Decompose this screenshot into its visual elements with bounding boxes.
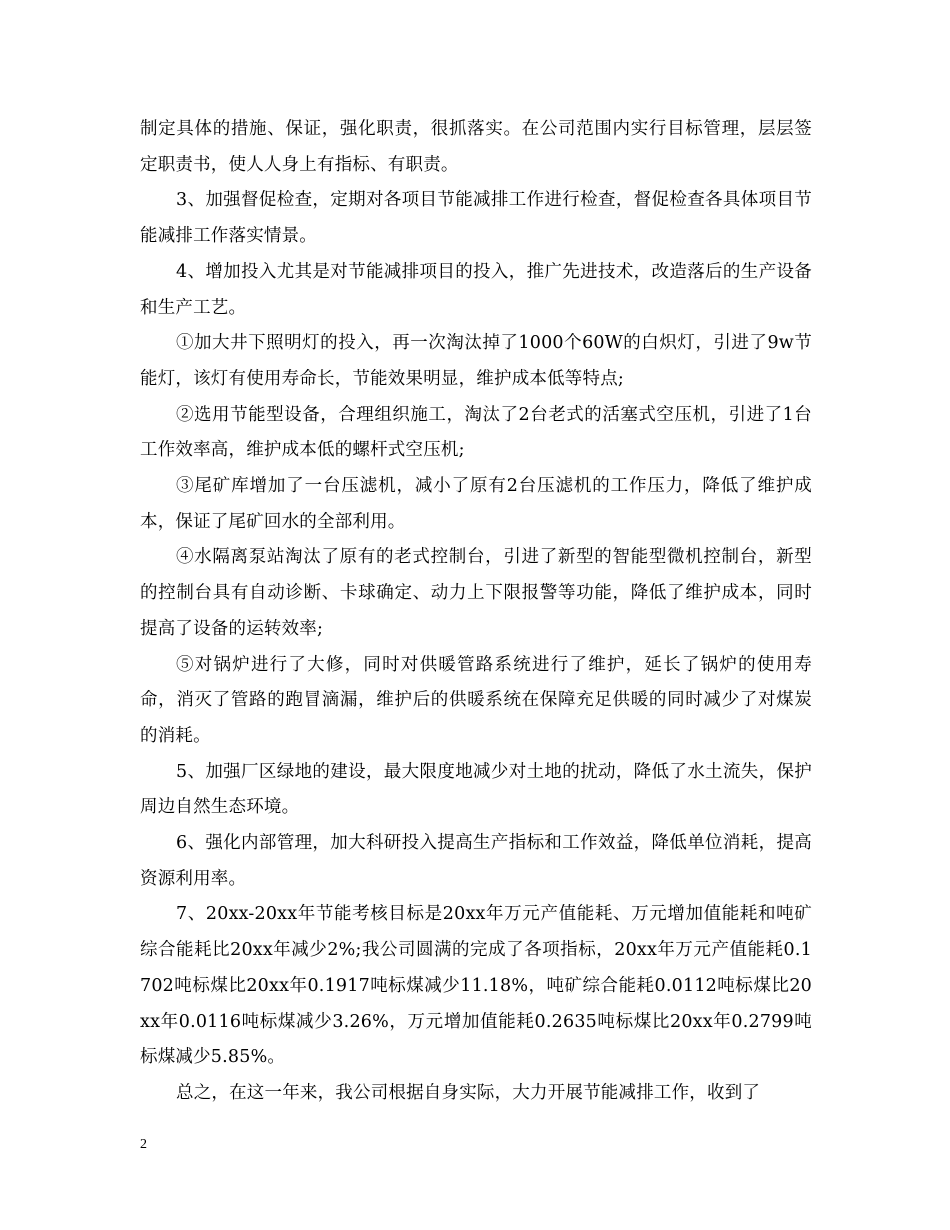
paragraph-subitem-2: ②选用节能型设备，合理组织施工，淘汰了2台老式的活塞式空压机，引进了1台工作效率高，维护成本低的螺杆式空压机;: [140, 404, 812, 461]
paragraph-subitem-3: ③尾矿库增加了一台压滤机，减小了原有2台压滤机的工作压力，降低了维护成本，保证了尾矿回水的全部利用。: [140, 476, 812, 532]
paragraph-item-5: 5、加强厂区绿地的建设，最大限度地减少对土地的扰动，降低了水土流失，保护周边自然生态环境。: [140, 761, 812, 818]
paragraph-item-7: 7、20xx-20xx年节能考核目标是20xx年万元产值能耗、万元增加值能耗和吨矿综合能耗比20xx年减少2%;我公司圆满的完成了各项指标，20xx年万元产值能耗0.1702吨标煤比20xx年0.1917吨标煤减少11.18%，吨矿综合能耗0.0112吨标煤比20xx年0.0116吨标煤减少3.26%，万元增加值能耗0.2635吨标煤比20xx年0.2799吨标煤减少5.85%。: [140, 904, 812, 1068]
paragraph-continuation: 制定具体的措施、保证，强化职责，很抓落实。在公司范围内实行目标管理，层层签定职责书，使人人身上有指标、有职责。: [140, 119, 812, 175]
paragraph-item-6: 6、强化内部管理，加大科研投入提高生产指标和工作效益，降低单位消耗，提高资源利用率。: [140, 833, 812, 889]
paragraph-subitem-5: ⑤对锅炉进行了大修，同时对供暖管路系统进行了维护，延长了锅炉的使用寿命，消灭了管路的跑冒滴漏，维护后的供暖系统在保障充足供暖的同时减少了对煤炭的消耗。: [140, 654, 812, 746]
body-text: [140, 112, 812, 1112]
paragraph-conclusion: 总之，在这一年来，我公司根据自身实际，大力开展节能减排工作，收到了: [176, 1082, 761, 1103]
paragraph-subitem-1: ①加大井下照明灯的投入，再一次淘汰掉了1000个60W的白炽灯，引进了9w节能灯，该灯有使用寿命长，节能效果明显，维护成本低等特点;: [140, 333, 812, 389]
paragraph-item-4: 4、增加投入尤其是对节能减排项目的投入，推广先进技术，改造落后的生产设备和生产工艺。: [140, 261, 812, 318]
paragraph-subitem-4: ④水隔离泵站淘汰了原有的老式控制台，引进了新型的智能型微机控制台，新型的控制台具有自动诊断、卡球确定、动力上下限报警等功能，降低了维护成本，同时提高了设备的运转效率;: [140, 547, 812, 639]
page-number: 2: [140, 1137, 147, 1152]
paragraph-item-3: 3、加强督促检查，定期对各项目节能减排工作进行检查，督促检查各具体项目节能减排工作落实情景。: [140, 190, 812, 247]
